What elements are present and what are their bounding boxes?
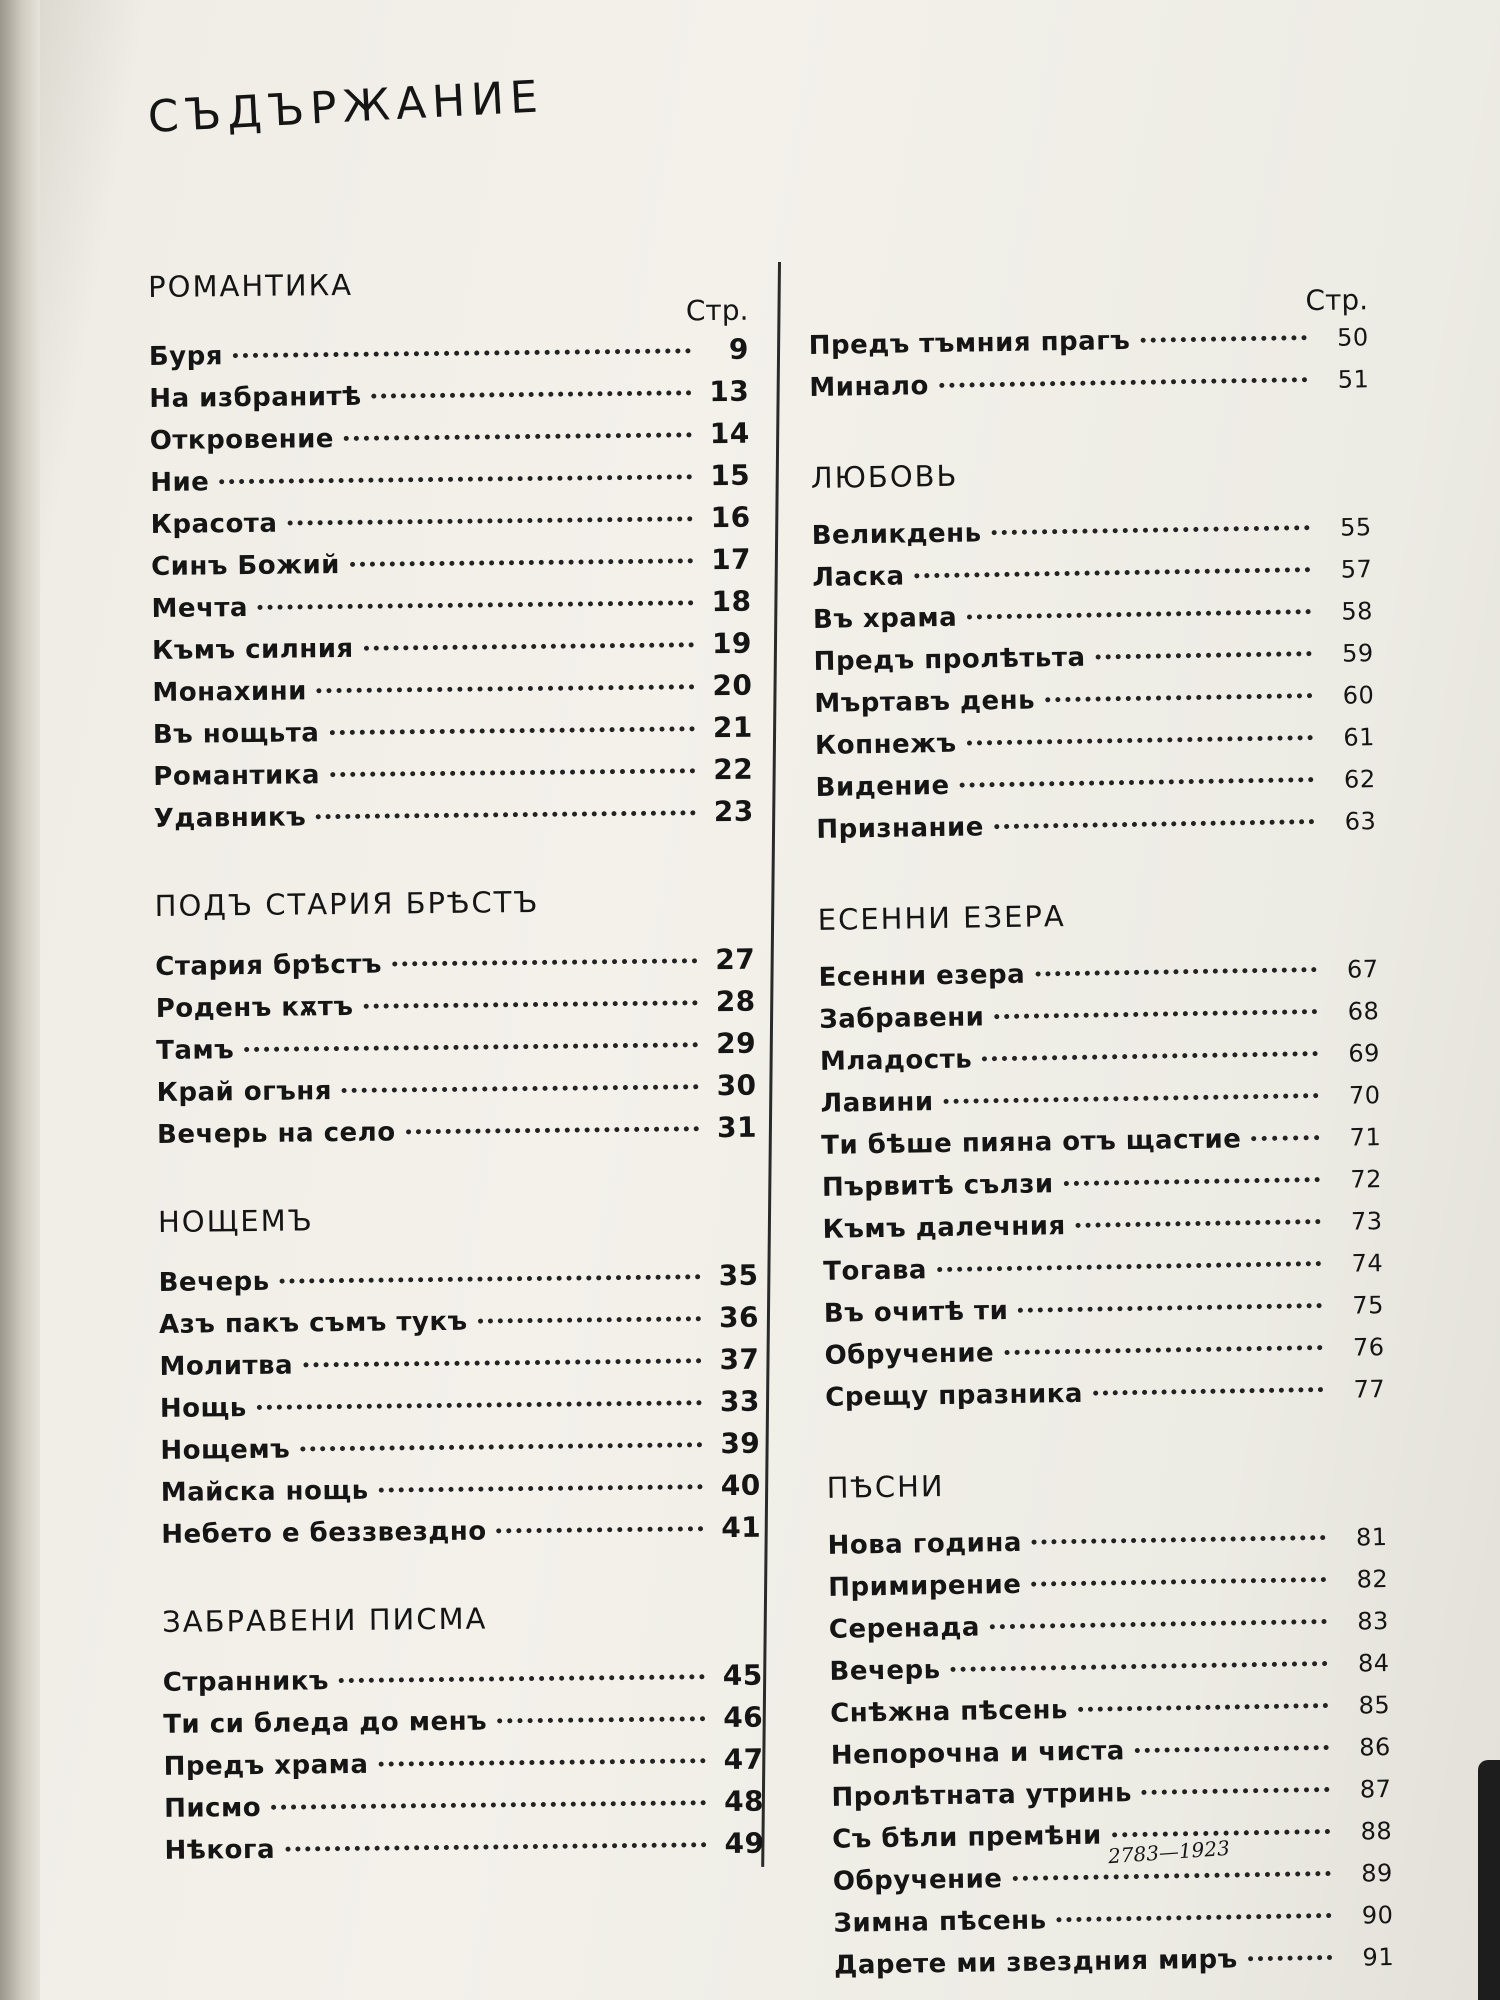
dot-leader (937, 1261, 1321, 1272)
dot-leader (1012, 1871, 1330, 1881)
entry-title: Ти бѣше пияна отъ щастие (821, 1124, 1242, 1161)
dot-leader (257, 1400, 702, 1410)
toc-entry (834, 1942, 1395, 1993)
page-number: 81 (1355, 1523, 1388, 1552)
dot-leader (1064, 1177, 1320, 1186)
toc-entry (163, 1743, 763, 1791)
toc-entry (158, 1259, 758, 1307)
toc-section (154, 883, 757, 1159)
page-number: 46 (723, 1700, 764, 1735)
entry-title: Снѣжна пѣсень (829, 1695, 1069, 1729)
dot-leader (950, 1661, 1327, 1672)
page-number: 59 (1341, 639, 1374, 668)
entry-title: Синъ Божий (150, 550, 341, 582)
page-number: 70 (1348, 1081, 1381, 1110)
dot-leader (1056, 1913, 1331, 1922)
dot-leader (990, 1619, 1327, 1629)
entry-title: Забравени (819, 1002, 985, 1035)
entry-title: Тамъ (156, 1035, 235, 1066)
entry-title: Първитѣ сълзи (821, 1169, 1054, 1203)
dot-leader (233, 348, 691, 358)
toc-entry (164, 1827, 764, 1875)
entry-title: Копнежъ (814, 728, 957, 761)
entry-title: Къмъ далечния (822, 1211, 1066, 1245)
toc-entry (159, 1343, 759, 1391)
page-number: 82 (1356, 1565, 1389, 1594)
entry-title: Буря (148, 341, 224, 372)
entry-title: Великдень (811, 518, 982, 551)
dot-leader (1076, 1219, 1321, 1228)
page-number: 21 (712, 710, 753, 745)
page-number: 14 (709, 416, 750, 451)
toc-entry (156, 1069, 756, 1117)
entry-title: Зимна пѣсень (833, 1905, 1047, 1939)
dot-leader (271, 1800, 706, 1810)
page-number: 88 (1360, 1817, 1393, 1846)
page-number: 71 (1349, 1123, 1382, 1152)
page-number: 40 (720, 1468, 761, 1503)
dot-leader (329, 726, 695, 735)
dot-leader (339, 1674, 705, 1683)
entry-title: Небето е беззвездно (161, 1516, 487, 1550)
page-number: 37 (719, 1342, 760, 1377)
dot-leader (317, 684, 695, 693)
entry-title: Вечерь (829, 1655, 941, 1687)
page-number: 77 (1353, 1375, 1386, 1404)
entry-title: Признание (816, 812, 985, 845)
entry-title: Обручение (824, 1338, 995, 1371)
entry-title: Мъртавъ день (814, 685, 1036, 719)
toc-entry (149, 333, 749, 381)
toc-entry (159, 1301, 759, 1349)
page-number: 85 (1358, 1691, 1391, 1720)
dot-leader (372, 390, 692, 398)
toc-entry (153, 711, 753, 759)
toc-section (148, 264, 754, 843)
toc-entry (156, 1027, 756, 1075)
toc-entry (161, 1511, 761, 1559)
dot-leader (303, 1358, 701, 1367)
entry-title: Предъ храма (163, 1749, 369, 1782)
dot-leader (992, 525, 1310, 535)
page-number: 69 (1348, 1039, 1381, 1068)
dot-leader (285, 1842, 706, 1851)
page-number: 63 (1344, 807, 1377, 836)
page-number: 75 (1352, 1291, 1385, 1320)
page-number: 18 (711, 584, 752, 619)
page-number: 31 (716, 1110, 758, 1145)
entry-title: Къмъ силния (151, 633, 354, 666)
dot-leader (994, 819, 1315, 829)
dot-leader (344, 432, 692, 441)
page-number: 50 (1336, 323, 1369, 352)
page-column-header: Стр. (1305, 283, 1369, 318)
toc-right-column (808, 283, 1395, 1993)
dot-leader (1135, 1745, 1329, 1753)
page-title: СЪДЪРЖАНИЕ (146, 71, 545, 143)
entry-title: Въ нощьта (152, 718, 320, 750)
dot-leader (1095, 651, 1311, 659)
toc-section (811, 452, 1377, 857)
entry-title: Край огъня (156, 1076, 333, 1108)
dot-leader (1045, 693, 1312, 702)
dot-leader (1004, 1345, 1322, 1355)
dot-leader (1140, 335, 1306, 343)
dot-leader (1248, 1955, 1332, 1961)
entry-title: Ние (150, 467, 210, 498)
dot-leader (478, 1316, 701, 1323)
dot-leader (994, 1009, 1317, 1019)
dot-leader (939, 377, 1308, 388)
page-number: 17 (710, 542, 752, 577)
dot-leader (982, 1051, 1318, 1061)
entry-title: Азъ пакъ съмъ тукъ (158, 1306, 468, 1340)
entry-title: Стария брѣстъ (155, 949, 383, 982)
toc-entry (164, 1785, 764, 1833)
dot-leader (967, 735, 1313, 745)
entry-title: Съ бѣли премѣни (831, 1820, 1102, 1855)
page-number: 91 (1362, 1943, 1395, 1972)
page-number: 39 (720, 1426, 761, 1461)
entry-title: Срещу празника (825, 1378, 1084, 1413)
page-number: 74 (1351, 1249, 1384, 1278)
dot-leader (1142, 1787, 1330, 1795)
page-number: 47 (723, 1742, 764, 1777)
dot-leader (967, 609, 1311, 619)
dot-leader (1251, 1135, 1319, 1141)
page-number: 48 (723, 1784, 765, 1819)
section-title: ЕСЕННИ ЕЗЕРА (817, 899, 1066, 937)
dot-leader (497, 1526, 704, 1533)
page-number: 67 (1346, 955, 1379, 984)
dot-leader (944, 1093, 1319, 1104)
toc-entry (151, 585, 751, 633)
page-number: 30 (716, 1068, 757, 1103)
page-number: 41 (721, 1510, 762, 1545)
page-number: 45 (722, 1658, 763, 1693)
dot-leader (244, 1042, 698, 1052)
entry-title: Ласка (812, 561, 905, 593)
page-number: 68 (1347, 997, 1380, 1026)
toc-section (162, 1599, 765, 1875)
section-title: ПОДЪ СТАРИЯ БРѢСТЪ (154, 884, 540, 923)
page-number: 19 (711, 626, 753, 661)
toc-entry (155, 943, 755, 991)
toc-entry (149, 375, 749, 423)
page-number: 87 (1359, 1775, 1392, 1804)
toc-entry (160, 1427, 760, 1475)
page-number: 58 (1341, 597, 1374, 626)
entry-title: Есенни езера (818, 959, 1026, 993)
page-number: 51 (1337, 365, 1370, 394)
entry-title: Молитва (159, 1350, 294, 1382)
toc-entry (161, 1469, 761, 1517)
entry-title: Видение (815, 770, 950, 803)
toc-entry (150, 501, 750, 549)
dot-leader (350, 558, 693, 567)
page-number: 35 (718, 1258, 759, 1293)
entry-title: Романтика (153, 760, 321, 792)
dot-leader (300, 1442, 702, 1451)
entry-title: Вечерь на село (156, 1117, 396, 1150)
page-number: 9 (728, 332, 750, 366)
page-number: 86 (1359, 1733, 1392, 1762)
entry-title: Майска нощь (160, 1475, 369, 1508)
print-code: 2783—1923 (1107, 1835, 1231, 1869)
dot-leader (1031, 1577, 1326, 1587)
entry-title: Ти си бледа до менъ (163, 1706, 488, 1740)
toc-section (158, 1199, 762, 1559)
dot-leader (1078, 1703, 1328, 1712)
entry-title: Писмо (163, 1792, 262, 1824)
entry-title: Обручение (832, 1864, 1003, 1897)
toc-entry (160, 1385, 760, 1433)
toc-entry (157, 1111, 757, 1159)
dot-leader (1035, 967, 1316, 976)
page-number: 36 (718, 1300, 760, 1335)
entry-title: Серенада (828, 1612, 981, 1645)
page-number: 16 (710, 500, 751, 535)
toc-entry (150, 459, 750, 507)
page-number: 90 (1361, 1901, 1394, 1930)
dot-leader (287, 516, 692, 525)
dot-leader (915, 567, 1311, 578)
toc-entry (156, 985, 756, 1033)
dot-leader (363, 1000, 697, 1009)
section-title: ЗАБРАВЕНИ ПИСМА (161, 1601, 488, 1639)
page-number: 27 (715, 942, 756, 977)
toc-entry (150, 417, 750, 465)
entry-title: Странникъ (162, 1666, 330, 1698)
entry-title: Минало (809, 371, 930, 403)
toc-entry (151, 543, 751, 591)
page-number: 15 (710, 458, 751, 493)
dot-leader (364, 642, 694, 650)
toc-entry (163, 1701, 763, 1749)
dot-leader (379, 1484, 703, 1492)
page-number: 76 (1352, 1333, 1385, 1362)
toc-entry (816, 806, 1377, 857)
dot-leader (1093, 1387, 1323, 1396)
entry-title: Монахини (152, 676, 308, 708)
page-number: 20 (712, 668, 753, 703)
entry-title: Предъ пролѣтьта (813, 642, 1086, 677)
toc-section (826, 1462, 1394, 1993)
entry-title: Дарете ми звездния миръ (833, 1944, 1238, 1981)
toc-entry (152, 669, 752, 717)
section-title: ПѢСНИ (826, 1469, 945, 1505)
entry-title: Въ очитѣ ти (823, 1295, 1009, 1329)
page-edge-shadow (1478, 1760, 1500, 2000)
entry-title: Предъ тъмния прагъ (808, 325, 1131, 361)
dot-leader (406, 1126, 699, 1134)
toc-entry (154, 795, 754, 843)
page-number: 57 (1340, 555, 1373, 584)
dot-leader (1018, 1303, 1322, 1313)
page-number: 23 (713, 794, 754, 829)
dot-leader (497, 1716, 705, 1723)
entry-title: Въ храма (812, 602, 958, 635)
toc-entry (153, 753, 753, 801)
dot-leader (219, 474, 692, 484)
toc-section (817, 894, 1385, 1425)
entry-title: Нощь (159, 1393, 247, 1424)
page-number: 60 (1342, 681, 1375, 710)
section-title: НОЩЕМЪ (157, 1203, 314, 1239)
dot-leader (316, 810, 696, 819)
entry-title: Непорочна и чиста (830, 1736, 1126, 1771)
toc-entry (809, 364, 1370, 415)
dot-leader (392, 958, 697, 966)
book-spine (0, 0, 40, 2000)
page-column-header: Стр. (685, 293, 749, 328)
page-number: 33 (719, 1384, 761, 1419)
page-number: 84 (1357, 1649, 1390, 1678)
section-title: РОМАНТИКА (148, 267, 354, 304)
dot-leader (960, 777, 1314, 788)
toc-left-column (148, 264, 765, 1875)
entry-title: Лавини (820, 1087, 934, 1119)
page-number: 89 (1361, 1859, 1393, 1888)
entry-title: На избранитѣ (149, 381, 362, 414)
page-number: 28 (715, 984, 756, 1019)
entry-title: Красота (150, 508, 278, 540)
page-number: 22 (713, 752, 754, 787)
dot-leader (342, 1084, 699, 1093)
page-number: 83 (1357, 1607, 1390, 1636)
entry-title: Нова година (827, 1527, 1023, 1561)
page-number: 73 (1350, 1207, 1383, 1236)
entry-title: Мечта (151, 592, 249, 624)
page-number: 49 (724, 1826, 765, 1861)
page-number: 61 (1343, 723, 1376, 752)
toc-section (808, 283, 1370, 415)
entry-title: Тогава (823, 1255, 928, 1287)
page-number: 13 (709, 374, 750, 409)
entry-title: Нѣкога (164, 1834, 276, 1866)
dot-leader (1032, 1535, 1326, 1545)
entry-title: Примирение (827, 1569, 1022, 1603)
toc-entry (152, 627, 752, 675)
entry-title: Удавникъ (153, 802, 307, 834)
dot-leader (330, 768, 695, 777)
page-number: 62 (1343, 765, 1376, 794)
dot-leader (258, 600, 694, 610)
page-number: 29 (715, 1026, 757, 1061)
dot-leader (280, 1274, 701, 1283)
page-number: 55 (1339, 513, 1372, 542)
entry-title: Вечерь (158, 1266, 270, 1298)
toc-entry (163, 1659, 763, 1707)
entry-title: Откровение (149, 424, 335, 456)
dot-leader (378, 1758, 705, 1766)
page-number: 72 (1350, 1165, 1383, 1194)
entry-title: Роденъ кѫтъ (155, 991, 354, 1024)
toc-entry (825, 1374, 1386, 1425)
entry-title: Нощемъ (160, 1434, 291, 1466)
entry-title: Пролѣтната утринь (831, 1778, 1133, 1813)
section-title: ЛЮБОВЬ (810, 458, 959, 495)
entry-title: Младость (819, 1044, 973, 1077)
